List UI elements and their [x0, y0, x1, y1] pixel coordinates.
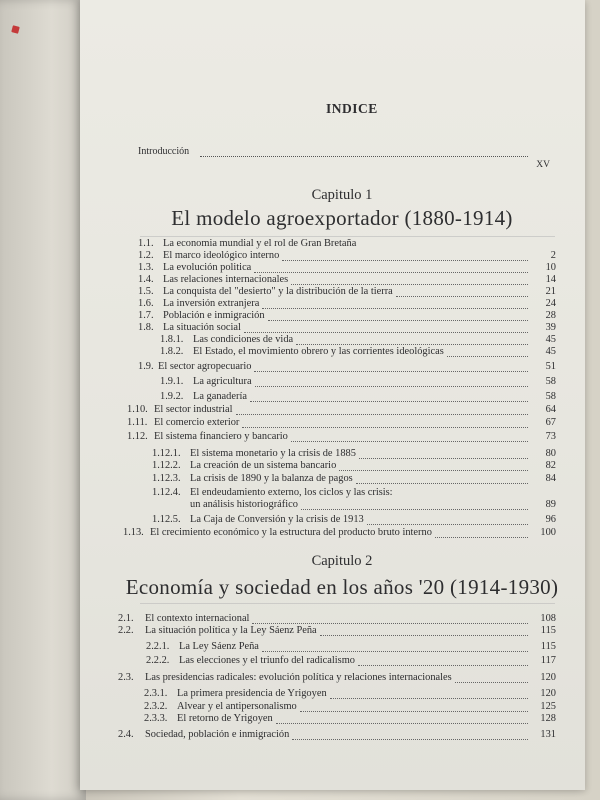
entry-page: 51 [545, 361, 556, 372]
toc-entry [152, 448, 556, 460]
toc-entry [152, 514, 556, 526]
entry-number: 1.1. [138, 238, 154, 249]
entry-title: Las relaciones internacionales [163, 274, 289, 285]
entry-page: 2 [550, 250, 556, 261]
entry-number: 1.11. [127, 417, 148, 428]
intro-entry [138, 146, 550, 170]
entry-number: 1.12.5. [152, 514, 181, 525]
dot-leader [282, 251, 528, 261]
entry-page: 73 [545, 431, 556, 442]
entry-title: La evolución politica [163, 262, 252, 273]
entry-page: 125 [540, 701, 556, 712]
entry-number: 2.1. [118, 613, 134, 624]
entry-number: 1.7. [138, 310, 154, 321]
entry-title: La inversión extranjera [163, 298, 260, 309]
entry-page: 14 [545, 274, 556, 285]
toc-entry [160, 346, 556, 358]
entry-number: 1.5. [138, 286, 154, 297]
dot-leader [320, 626, 528, 636]
toc-entry [123, 527, 556, 539]
dot-leader [367, 515, 528, 525]
entry-number: 2.2.2. [146, 655, 170, 666]
toc-entry [138, 286, 556, 298]
entry-number: 1.8.1. [160, 334, 184, 345]
dot-leader [250, 392, 528, 402]
entry-title: El Estado, el movimiento obrero y las corrientes ideológicas [193, 346, 444, 357]
toc-entry [160, 376, 556, 388]
toc-entry [118, 625, 556, 637]
toc-entry [144, 701, 556, 713]
dot-leader [242, 418, 528, 428]
entry-title: La primera presidencia de Yrigoyen [177, 688, 327, 699]
entry-number: 1.12.4. [152, 487, 181, 498]
entry-title: un análisis historiográfico [190, 499, 298, 510]
entry-title: El sector agropecuario [158, 361, 252, 372]
entry-number: 1.4. [138, 274, 154, 285]
entry-page: 115 [540, 625, 556, 636]
toc-entry [127, 417, 556, 429]
toc-entry [152, 473, 556, 485]
chapter1-label: Capitulo 1 [311, 187, 373, 203]
dot-leader [200, 148, 528, 157]
dot-leader [244, 323, 528, 333]
entry-page: 64 [545, 404, 556, 415]
entry-number: 2.3.2. [144, 701, 168, 712]
dot-leader [300, 702, 528, 712]
entry-page: 100 [540, 527, 556, 538]
dot-leader [455, 673, 528, 683]
entry-title: El retorno de Yrigoyen [177, 713, 273, 724]
entry-title: Las presidencias radicales: evolución política y relaciones internacionales [145, 672, 452, 683]
entry-number: 1.8.2. [160, 346, 184, 357]
dot-leader [252, 614, 528, 624]
entry-page: 28 [545, 310, 556, 321]
entry-page: 82 [545, 460, 556, 471]
entry-number: 1.12.1. [152, 448, 181, 459]
entry-title: La Caja de Conversión y la crisis de 1913 [190, 514, 364, 525]
entry-title: El endeudamiento externo, los ciclos y las crisis: [190, 487, 393, 498]
entry-page: 96 [545, 514, 556, 525]
entry-title: Las condiciones de vida [193, 334, 294, 345]
toc-entry [138, 298, 556, 310]
entry-title: Sociedad, población e inmigración [145, 729, 290, 740]
entry-page: 128 [540, 713, 556, 724]
toc-entry [138, 322, 556, 334]
entry-page: 39 [545, 322, 556, 333]
toc-entry [138, 274, 556, 286]
entry-page: 45 [545, 334, 556, 345]
entry-page: 45 [545, 346, 556, 357]
dot-leader [301, 500, 528, 510]
entry-page: 120 [540, 672, 556, 683]
entry-number: 1.3. [138, 262, 154, 273]
page-title: INDICE [326, 101, 378, 116]
entry-number: 2.3. [118, 672, 134, 683]
dot-leader [330, 689, 528, 699]
entry-number: 1.9. [138, 361, 154, 372]
entry-title: La economia mundial y el rol de Gran Bretaña [163, 238, 357, 249]
chapter2-title: Economía y sociedad en los años '20 (1914-1930) [125, 575, 559, 599]
entry-page: 58 [545, 376, 556, 387]
entry-page: 58 [545, 391, 556, 402]
dot-leader [339, 461, 528, 471]
toc-entry [144, 713, 556, 725]
dot-leader [358, 656, 528, 666]
toc-entry [160, 391, 556, 403]
dot-leader [435, 528, 528, 538]
entry-number: 2.3.3. [144, 713, 168, 724]
toc-entry [152, 499, 556, 511]
entry-title: El comercio exterior [154, 417, 240, 428]
entry-number: 1.9.2. [160, 391, 184, 402]
toc-entry [152, 487, 556, 499]
entry-page: 67 [545, 417, 556, 428]
dot-leader [291, 432, 528, 442]
intro-page: XV [536, 160, 550, 170]
entry-title: La creación de un sistema bancario [190, 460, 337, 471]
toc-entry [160, 334, 556, 346]
toc-entry [152, 460, 556, 472]
dot-leader [254, 263, 528, 273]
entry-page: 131 [540, 729, 556, 740]
entry-title: El sector industrial [154, 404, 233, 415]
chapter2-label: Capitulo 2 [311, 553, 373, 569]
entry-number: 1.12.2. [152, 460, 181, 471]
entry-title: El marco ideológico interno [163, 250, 280, 261]
entry-title: Las elecciones y el triunfo del radicalismo [179, 655, 355, 666]
entry-title: El crecimiento económico y la estructura del producto bruto interno [150, 527, 432, 538]
entry-number: 1.6. [138, 298, 154, 309]
entry-title: El sistema monetario y la crisis de 1885 [190, 448, 356, 459]
red-mark [11, 25, 20, 34]
entry-title: El contexto internacional [145, 613, 250, 624]
entry-page: 120 [540, 688, 556, 699]
intro-label: Introducción [138, 146, 190, 157]
entry-page: 89 [545, 499, 556, 510]
dot-leader [292, 730, 528, 740]
entry-number: 2.4. [118, 729, 134, 740]
entry-title: La situación social [163, 322, 241, 333]
entry-page: 24 [545, 298, 556, 309]
dot-leader [296, 335, 528, 345]
entry-number: 1.2. [138, 250, 154, 261]
entry-number: 2.2. [118, 625, 134, 636]
dot-leader [236, 405, 528, 415]
entry-page: 10 [545, 262, 556, 273]
dot-leader [291, 275, 528, 285]
entry-title: La ganadería [193, 391, 247, 402]
dot-leader [262, 642, 528, 652]
entry-title: La Ley Sáenz Peña [179, 641, 259, 652]
entry-title: Población e inmigración [163, 310, 265, 321]
toc-entry [138, 238, 556, 250]
divider [140, 603, 555, 604]
toc-entry [118, 672, 556, 684]
entry-number: 1.10. [127, 404, 148, 415]
entry-page: 115 [540, 641, 556, 652]
entry-page: 80 [545, 448, 556, 459]
entry-page: 108 [540, 613, 556, 624]
toc-entry [138, 250, 556, 262]
entry-title: El sistema financiero y bancario [154, 431, 288, 442]
dot-leader [356, 474, 528, 484]
toc-entry [138, 361, 556, 373]
entry-number: 1.9.1. [160, 376, 184, 387]
entry-number: 1.12.3. [152, 473, 181, 484]
toc-entry [144, 688, 556, 700]
entry-title: Alvear y el antipersonalismo [177, 701, 297, 712]
toc-entry [146, 655, 556, 667]
entry-number: 1.12. [127, 431, 148, 442]
dot-leader [254, 362, 528, 372]
entry-number: 2.2.1. [146, 641, 170, 652]
toc-entry [138, 310, 556, 322]
entry-title: La conquista del "desierto" y la distribución de la tierra [163, 286, 393, 297]
toc-entry [146, 641, 556, 653]
entry-number: 2.3.1. [144, 688, 168, 699]
toc-entry [138, 262, 556, 274]
entry-page: 21 [545, 286, 556, 297]
entry-number: 1.13. [123, 527, 144, 538]
entry-number: 1.8. [138, 322, 154, 333]
dot-leader [359, 449, 528, 459]
entry-title: La agricultura [193, 376, 252, 387]
dot-leader [396, 287, 528, 297]
divider [140, 236, 555, 237]
entry-title: La situación política y la Ley Sáenz Peña [145, 625, 317, 636]
toc-entry [127, 404, 556, 416]
chapter1-title: El modelo agroexportador (1880-1914) [171, 206, 513, 230]
entry-title: La crisis de 1890 y la balanza de pagos [190, 473, 353, 484]
entry-page: 84 [545, 473, 556, 484]
left-page [0, 0, 86, 800]
dot-leader [447, 347, 528, 357]
dot-leader [255, 377, 528, 387]
dot-leader [276, 714, 528, 724]
entry-page: 117 [540, 655, 556, 666]
dot-leader [262, 299, 528, 309]
dot-leader [268, 311, 528, 321]
toc-entry [118, 613, 556, 625]
toc-entry [127, 431, 556, 443]
toc-entry [118, 729, 556, 741]
